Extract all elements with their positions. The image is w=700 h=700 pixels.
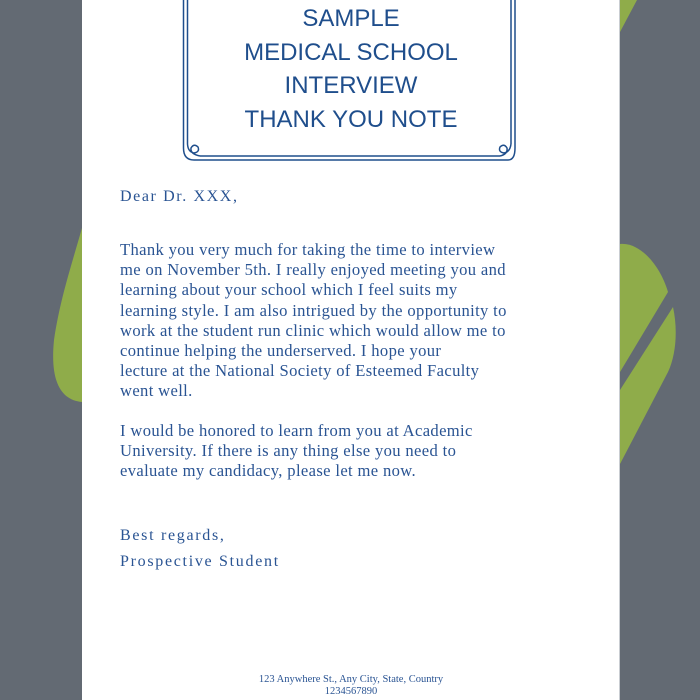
text-line: work at the student run clinic which would allow me to bbox=[120, 320, 506, 340]
title-line: INTERVIEW bbox=[284, 72, 418, 99]
document-title bbox=[182, 2, 520, 136]
top-right-green-sliver bbox=[620, 0, 637, 32]
paragraph-1 bbox=[120, 240, 580, 402]
text-line: learning about your school which I feel suits my bbox=[120, 280, 458, 300]
title-line: SAMPLE bbox=[302, 5, 400, 32]
text-line: me on November 5th. I really enjoyed meeting you and bbox=[120, 260, 506, 280]
text-line: I would be honored to learn from you at Academic bbox=[120, 420, 473, 440]
footer-contact bbox=[82, 674, 620, 698]
left-green-leaf-shape bbox=[53, 228, 82, 402]
text-line: went well. bbox=[120, 381, 193, 401]
letter-body bbox=[120, 186, 580, 575]
text-line: lecture at the National Society of Esteemed Faculty bbox=[120, 361, 480, 381]
text-line: Thank you very much for taking the time to interview bbox=[120, 240, 496, 259]
closing-block bbox=[120, 523, 580, 575]
title-line: MEDICAL SCHOOL bbox=[244, 38, 458, 66]
text-line: evaluate my candidacy, please let me now. bbox=[120, 461, 417, 481]
closing: Best regards, bbox=[120, 527, 226, 545]
title-frame bbox=[182, 0, 520, 165]
signature: Prospective Student bbox=[120, 553, 280, 571]
paragraph-2 bbox=[120, 421, 580, 482]
text-line: University. If there is any thing else you need to bbox=[120, 440, 457, 460]
text-line: learning style. I am also intrigued by the opportunity to bbox=[120, 300, 507, 320]
text-line: continue helping the underserved. I hope your bbox=[120, 341, 442, 361]
salutation: Dear Dr. XXX, bbox=[120, 188, 239, 205]
footer-address: 123 Anywhere St., Any City, State, Country bbox=[258, 674, 444, 685]
title-line: THANK YOU NOTE bbox=[244, 105, 458, 133]
footer-phone: 1234567890 bbox=[324, 686, 378, 697]
letter-paper bbox=[82, 0, 620, 700]
